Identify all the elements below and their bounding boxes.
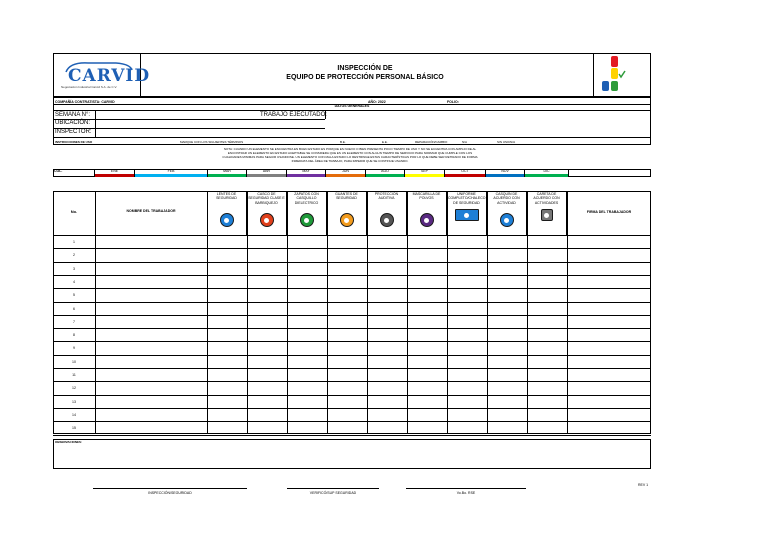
month-color-bar <box>445 174 485 177</box>
company-logo <box>60 58 151 92</box>
ppe-label: CASCO DE SEGURIDAD CLASE E BARBIQUEJO <box>248 192 285 205</box>
observations-box[interactable] <box>53 439 651 469</box>
month-name: FEB <box>167 169 175 173</box>
month-7 <box>366 169 405 177</box>
month-11 <box>525 169 569 177</box>
ppe-column-1 <box>207 191 247 235</box>
ppe-label: GUANTES DE SEGURIDAD <box>335 192 358 201</box>
month-2 <box>135 169 208 177</box>
table-row <box>53 328 651 329</box>
code-na: N/A <box>462 140 468 144</box>
logo-tagline: Negociación Industrial Carvid S.A. de C.V. <box>61 85 118 89</box>
instructions-label: INSTRUCCIONES DE USO <box>55 140 93 144</box>
column-divider <box>327 191 328 434</box>
brand-safety-logo <box>600 56 632 94</box>
folio-label: FOLIO: <box>447 100 459 104</box>
column-divider <box>407 191 408 434</box>
ppe-label: PROTECCIÓN AUDITIVA <box>374 192 399 201</box>
month-color-bar <box>208 174 246 177</box>
table-row <box>53 288 651 289</box>
column-divider <box>487 191 488 434</box>
dust-mask-icon <box>420 213 434 227</box>
month-8 <box>405 169 445 177</box>
month-color-bar <box>95 174 134 177</box>
month-name: SEP <box>420 169 428 173</box>
month-9 <box>445 169 486 177</box>
week-label: SEMANA N°: <box>55 112 91 118</box>
marking-text: MARQUE CON LOS SIGUIENTES TÉRMINOS <box>180 140 244 144</box>
month-color-bar <box>525 174 568 177</box>
row-number: 15 <box>72 426 76 431</box>
month-4 <box>247 169 287 177</box>
column-divider <box>247 191 248 434</box>
ppe-column-3 <box>287 191 327 235</box>
ppe-label: ZAPATOS CON CASQUILLO DIELECTRICO <box>294 192 319 205</box>
logo-text: CARVID <box>68 66 151 86</box>
page-title <box>240 64 490 82</box>
inspection-signature-label: INSPECCIÓN/SEGURIDAD <box>148 491 192 495</box>
welding-mask-icon <box>541 209 553 221</box>
table-row <box>53 315 651 316</box>
month-10 <box>486 169 525 177</box>
safety-glasses-icon <box>220 213 234 227</box>
gloves-icon <box>340 213 354 227</box>
month-color-bar <box>405 174 444 177</box>
row-number: 11 <box>72 373 76 377</box>
row-number: 9 <box>73 346 75 351</box>
face-shield-icon <box>500 213 514 227</box>
month-1 <box>95 169 135 177</box>
month-name: JUN <box>342 169 349 173</box>
month-color-bar <box>135 174 207 177</box>
table-row <box>53 341 651 342</box>
month-color-bar <box>287 174 325 177</box>
row-number: 8 <box>73 333 75 338</box>
ppe-column-2 <box>247 191 287 235</box>
month-name: AGO <box>381 169 389 173</box>
table-row <box>53 275 651 276</box>
table-row <box>53 381 651 382</box>
ppe-column-7 <box>447 191 487 235</box>
table-row <box>53 302 651 303</box>
row-number: 14 <box>72 412 76 417</box>
column-divider <box>527 191 528 434</box>
verified-signature-label: VERIFICÓ/SUP SEGURIDAD <box>309 491 357 495</box>
row-number: 12 <box>72 386 76 391</box>
table-row <box>53 368 651 369</box>
revision-code: REV 1 <box>638 483 649 487</box>
row-number: 1 <box>73 240 75 244</box>
table-row <box>53 248 651 249</box>
column-divider <box>447 191 448 434</box>
observations-label: OBSERVACIONES: <box>55 440 83 444</box>
row-number: 13 <box>72 399 76 404</box>
table-row <box>53 395 651 396</box>
table-row <box>53 262 651 263</box>
row-number: 2 <box>73 253 75 258</box>
month-name: ENE <box>110 169 119 173</box>
location-label: UBICACIÓN: <box>55 120 91 126</box>
approved-signature-label: Vo.Bo. RSE <box>456 491 476 495</box>
ppe-column-6 <box>407 191 447 235</box>
num-header: No. <box>70 209 78 214</box>
table-row <box>53 408 651 409</box>
uniform-vest-icon <box>455 209 479 221</box>
ppe-column-8 <box>487 191 527 235</box>
year-label: AÑO: 2022 <box>368 100 386 104</box>
month-color-bar <box>247 174 286 177</box>
title-line-2: EQUIPO DE PROTECCIÓN PERSONAL BÁSICO <box>286 74 444 81</box>
signature-header: FIRMA DEL TRABAJADOR <box>586 210 632 214</box>
table-row <box>53 435 651 436</box>
row-number: 7 <box>73 319 75 324</box>
company-label: COMPAÑÍA CONTRATISTA: CARVID <box>55 100 115 104</box>
month-color-bar <box>326 174 365 177</box>
month-name: DIC <box>543 169 550 173</box>
usage-note: NOTA: CUANDO UN ELEMENTO SE ENCUENTRA EN BUEN ESTADO ES PORQUE ES NUEVO O BIEN PRESENTA POCO TIEMPO DE USO Y NO SE ECUENTRA CON AMPLIO DE AL ENCONTRAR UN ELEMENTO EN ESTADO ACEPTABLE SE CONSIDERA QUE ES UN ELEMENTO CON ALGUN TIEMPO DE SERVICIO PARA NORMAR QUE CUMPLE CON LOS CUALIDADES MINIMAS PARA SEGUIR USANDOSE. UN ELEMENTO CON MALA ESTADO LO RESTRINGE ESTAS CARACTERÍSTICAS POR LO QUE DEBE SER RETIRADO DE FORMA INMEDIATA DEL ÁREA DE TRABAJO, PARA IMPEDIR QUE SE CONTINUE USANDO. <box>222 147 478 163</box>
code-ee: E.E. <box>382 140 388 144</box>
months-label: COL. <box>53 169 95 177</box>
ppe-column-5 <box>367 191 407 235</box>
code-repair: REPARACIÓN/CAMBIO <box>415 140 448 144</box>
ppe-column-4 <box>327 191 367 235</box>
row-number: 10 <box>72 359 76 364</box>
month-6 <box>326 169 366 177</box>
ppe-label: LENTES DE SEGURIDAD <box>216 192 237 201</box>
row-number: 6 <box>73 306 75 311</box>
column-divider <box>367 191 368 434</box>
row-number: 4 <box>73 279 75 284</box>
ppe-label: CARETA DE ACUERDO CON ACTIVIDADES <box>533 192 560 205</box>
safety-boot-icon <box>300 213 314 227</box>
title-line-1: INSPECCIÓN DE <box>337 65 393 72</box>
table-row <box>53 421 651 422</box>
inspector-label: INSPECTOR: <box>55 129 92 135</box>
row-number: 5 <box>73 293 75 298</box>
month-color-bar <box>366 174 404 177</box>
month-name: MAR <box>223 169 231 173</box>
ppe-column-9 <box>527 191 567 235</box>
month-3 <box>208 169 247 177</box>
name-header: NOMBRE DEL TRABAJADOR <box>126 209 176 213</box>
month-name: ABR <box>262 169 271 173</box>
row-number: 3 <box>73 266 75 271</box>
month-name: OCT <box>461 169 469 173</box>
month-name: MAY <box>302 169 310 173</box>
month-color-bar <box>486 174 524 177</box>
month-name: NOV <box>501 169 509 173</box>
ear-protection-icon <box>380 213 394 227</box>
general-data-label: DATOS GENERALES <box>334 104 370 108</box>
ppe-label: CASQUÍN DE ACUERDO CON ACTIVIDAD <box>493 192 520 205</box>
table-row <box>53 355 651 356</box>
work-label: TRABAJO EJECUTADO: <box>260 112 327 118</box>
code-unused: SIN USO/N/A <box>497 140 516 144</box>
column-divider <box>287 191 288 434</box>
ppe-label: UNIFORME COMPLETO/CHALECO DE SEGURIDAD <box>448 192 486 205</box>
code-be: B.E. <box>340 140 346 144</box>
ppe-label: MASCARILLA DE POLVOS <box>412 192 441 201</box>
month-5 <box>287 169 326 177</box>
hard-hat-icon <box>260 213 274 227</box>
